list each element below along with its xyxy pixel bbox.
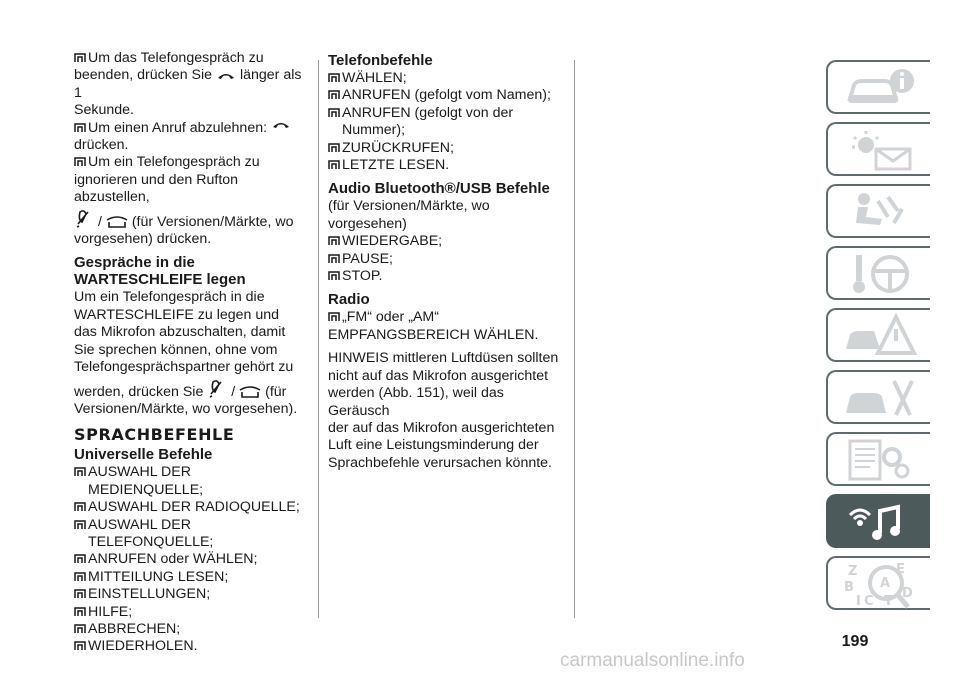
bullet-icon: [74, 641, 86, 651]
list-item: [74, 464, 306, 499]
section-heading: Radio: [328, 291, 370, 309]
svg-text:I: I: [856, 594, 861, 609]
watermark: carmanualsonline.info: [560, 650, 745, 671]
list-item: [74, 499, 306, 516]
list-item: [74, 604, 306, 621]
list-item-text: ABBRECHEN;: [88, 620, 181, 637]
bullet-icon: [74, 624, 86, 634]
list-item: [328, 157, 564, 174]
list-item-text: WIEDERHOLEN.: [88, 638, 198, 655]
svg-text:T: T: [884, 594, 893, 609]
svg-text:E: E: [896, 562, 905, 577]
column-divider: [318, 60, 319, 618]
text: länger als 1: [74, 67, 302, 101]
section-heading: Universelle Befehle: [74, 446, 213, 464]
note-line: der auf das Mikrofon ausgerichteten: [328, 419, 555, 436]
section-heading: Telefonbefehle: [328, 52, 433, 69]
text: (für: [265, 383, 287, 400]
list-item: [328, 268, 564, 285]
list-item: [74, 638, 306, 655]
text: ignorieren und den Rufton abzustellen,: [74, 171, 239, 206]
chapter-heading: SPRACHBEFEHLE: [74, 425, 235, 445]
text: beenden, drücken Sie: [74, 67, 213, 84]
list-item-text: PAUSE;: [342, 250, 393, 267]
text: das Mikrofon abzuschalten, damit: [74, 324, 286, 341]
list-item-text: AUSWAHL DER RADIOQUELLE;: [88, 499, 300, 516]
audio-commands-list: [328, 233, 564, 285]
list-item-text: AUSWAHL DER MEDIENQUELLE;: [88, 464, 204, 498]
universal-commands-list: [74, 464, 306, 655]
document-gears-icon: [840, 437, 920, 483]
note-line: nicht auf das Mikrofon ausgerichtet: [328, 367, 549, 384]
bullet-icon: [74, 123, 86, 133]
list-item: [74, 586, 306, 603]
text: Um ein Telefongespräch zu: [88, 154, 260, 171]
bullet-icon: [328, 73, 340, 83]
car-tools-icon: [840, 375, 920, 421]
section-heading: Gespräche in die WARTESCHLEIFE legen: [74, 254, 246, 289]
list-item-text: STOP.: [342, 268, 383, 285]
text: WARTESCHLEIFE zu legen und: [74, 306, 280, 323]
column-divider: [574, 60, 575, 618]
list-item-text: EINSTELLUNGEN;: [88, 586, 211, 603]
bullet-icon: [74, 607, 86, 617]
text: EMPFANGSBEREICH WÄHLEN.: [328, 326, 539, 343]
list-item-text: HILFE;: [88, 603, 133, 620]
alphabet-index-icon: [840, 561, 920, 611]
text: /: [231, 383, 236, 400]
page-number: 199: [841, 633, 869, 650]
voice-command-icon: [239, 386, 261, 398]
text: Um einen Anruf abzulehnen:: [88, 119, 268, 136]
note-paragraph: [328, 350, 564, 472]
text: Telefongesprächspartner gehört zu: [74, 359, 294, 376]
list-item-text: MITTEILUNG LESEN;: [88, 568, 229, 585]
list-item-text: LETZTE LESEN.: [342, 157, 450, 174]
hang-up-phone-icon: [271, 120, 291, 130]
section-heading: Audio Bluetooth®/USB Befehle: [328, 180, 550, 198]
note-line: HINWEIS mittleren Luftdüsen sollten: [328, 350, 559, 367]
hang-up-phone-icon: [216, 71, 236, 81]
list-item: [328, 233, 564, 250]
tab-technical-data[interactable]: [826, 432, 930, 486]
text: vorgesehen) drücken.: [74, 231, 212, 248]
bullet-icon: [328, 143, 340, 153]
text: (für Versionen/Märkte, wo vorgesehen): [328, 198, 490, 232]
bullet-icon: [74, 467, 86, 477]
car-warning-triangle-icon: [840, 313, 920, 359]
text: Versionen/Märkte, wo vorgesehen).: [74, 400, 298, 417]
note-line: werden (Abb. 151), weil das Geräusch: [328, 385, 504, 419]
list-item: [328, 140, 564, 157]
tab-vehicle-info[interactable]: [826, 60, 930, 114]
text: drücken.: [74, 137, 129, 154]
text: /: [97, 213, 102, 230]
bullet-icon: [74, 554, 86, 564]
tab-safety[interactable]: [826, 184, 930, 238]
list-item: [74, 154, 306, 171]
list-item-text: ANRUFEN oder WÄHLEN;: [88, 551, 258, 568]
list-item: [328, 309, 564, 326]
text: werden, drücken Sie: [74, 383, 204, 400]
list-item-text: ANRUFEN (gefolgt von der Nummer);: [342, 104, 514, 139]
tab-emergency[interactable]: [826, 308, 930, 362]
microphone-mute-icon: [207, 380, 227, 398]
multimedia-music-icon: [840, 499, 920, 545]
bullet-icon: [328, 160, 340, 170]
bullet-icon: [328, 271, 340, 281]
list-item: [328, 87, 564, 104]
text: Sekunde.: [74, 102, 134, 119]
bullet-icon: [328, 108, 340, 118]
bullet-icon: [74, 53, 86, 63]
right-column: [328, 50, 564, 472]
svg-text:B: B: [844, 580, 854, 595]
note-line: Sprachbefehle verursachen könnte.: [328, 454, 552, 471]
tab-warning-lights[interactable]: [826, 122, 930, 176]
bullet-icon: [328, 236, 340, 246]
svg-text:Z: Z: [848, 564, 858, 579]
text: „FM“ oder „AM“: [342, 309, 439, 326]
list-item-text: WÄHLEN;: [342, 70, 407, 86]
bullet-icon: [74, 520, 86, 530]
note-line: Luft eine Leistungsminderung der: [328, 437, 539, 454]
list-item: [74, 50, 306, 67]
left-column: [74, 50, 306, 656]
list-item: [74, 569, 306, 586]
warning-light-envelope-icon: [840, 127, 920, 173]
bullet-icon: [328, 312, 340, 322]
text: Um das Telefongespräch zu: [88, 50, 264, 66]
list-item-text: AUSWAHL DER TELEFONQUELLE;: [88, 516, 214, 550]
bullet-icon: [328, 254, 340, 264]
list-item: [328, 105, 564, 140]
tab-multimedia[interactable]: [826, 494, 930, 548]
bullet-icon: [328, 90, 340, 100]
tab-index[interactable]: [826, 556, 930, 610]
text: (für Versionen/Märkte, wo: [131, 213, 294, 230]
car-info-icon: [840, 65, 920, 111]
phone-commands-list: [328, 70, 564, 174]
seat-airbag-icon: [840, 189, 920, 235]
list-item: [74, 551, 306, 568]
list-item: [74, 120, 306, 137]
tab-maintenance[interactable]: [826, 370, 930, 424]
tab-starting-driving[interactable]: [826, 246, 930, 300]
svg-text:D: D: [902, 586, 913, 601]
list-item-text: ZURÜCKRUFEN;: [342, 139, 454, 156]
svg-text:A: A: [880, 576, 891, 591]
text: Um ein Telefongespräch in die: [74, 289, 265, 306]
svg-text:C: C: [864, 594, 874, 609]
list-item: [328, 251, 564, 268]
bullet-icon: [74, 157, 86, 167]
list-item: [74, 621, 306, 638]
bullet-icon: [74, 589, 86, 599]
voice-command-icon: [106, 216, 128, 228]
list-item: [328, 70, 564, 87]
key-steering-wheel-icon: [840, 251, 920, 297]
microphone-mute-icon: [74, 210, 94, 228]
list-item-text: ANRUFEN (gefolgt vom Namen);: [342, 87, 551, 104]
list-item-text: WIEDERGABE;: [342, 233, 443, 250]
list-item: [74, 517, 306, 552]
bullet-icon: [74, 502, 86, 512]
bullet-icon: [74, 572, 86, 582]
text: Sie sprechen können, ohne vom: [74, 341, 278, 358]
